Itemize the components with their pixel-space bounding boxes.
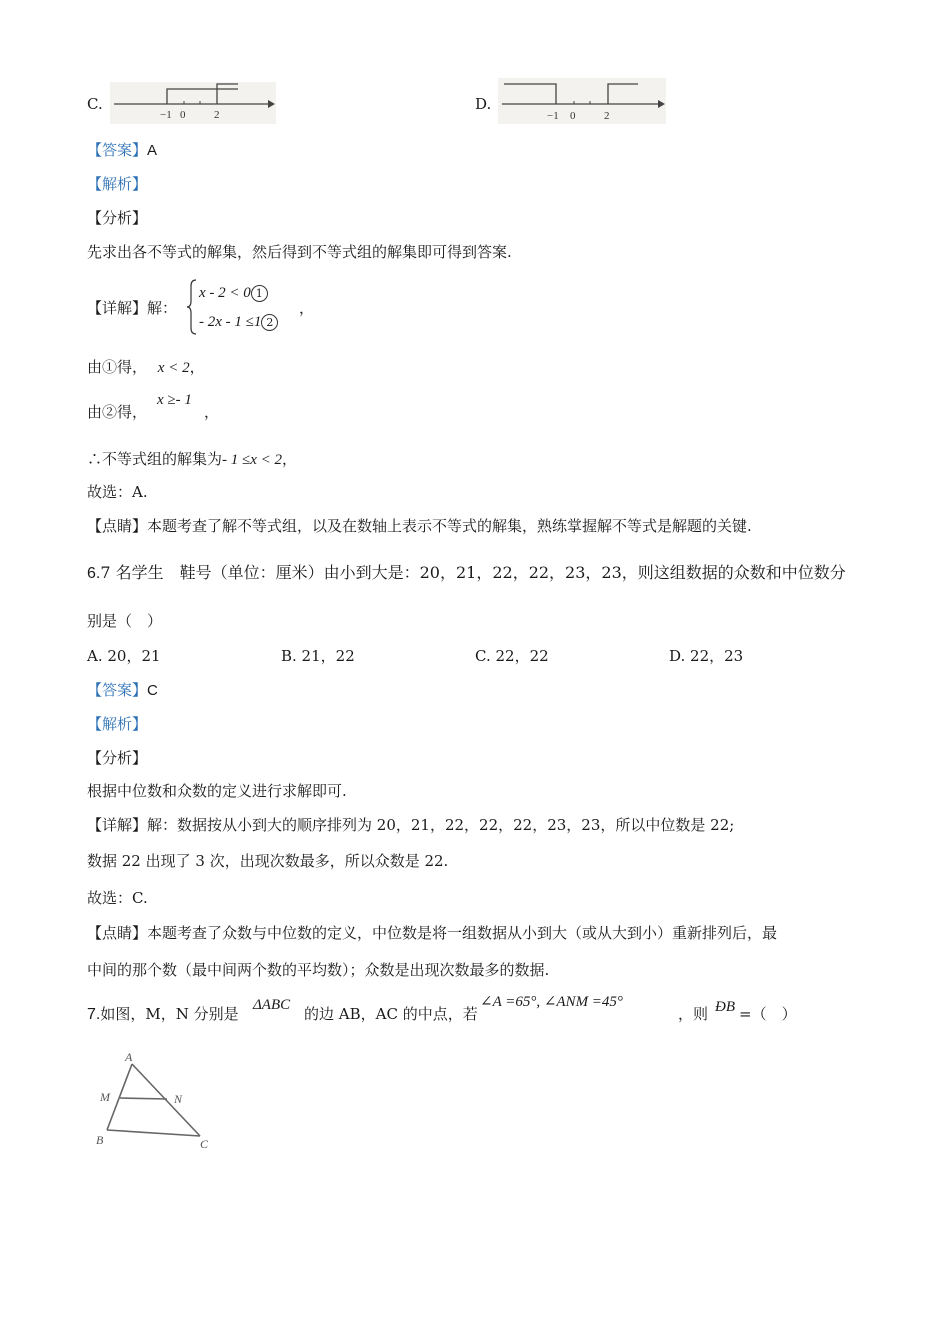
vertex-a: A: [125, 1050, 133, 1064]
answer-tag: 【答案】: [87, 141, 148, 159]
from-eq1-label: 由①得，: [87, 358, 148, 376]
from-eq1-end: ，: [189, 358, 205, 376]
solution-end: ，: [282, 450, 298, 468]
analysis-heading: 【分析】: [87, 209, 148, 227]
tick-label-neg1: −1: [160, 109, 172, 121]
system-line-1: [199, 283, 268, 302]
q6-answer-line: [87, 681, 158, 700]
option-d-number-line: [498, 78, 666, 124]
from-eq2-end: ，: [204, 403, 220, 421]
tick-label-0: 0: [180, 109, 186, 121]
option-c-label: C.: [87, 95, 103, 113]
q7-stem-c: ，则: [678, 1005, 709, 1023]
q7-target-angle: ÐB: [715, 999, 735, 1015]
from-eq1: [87, 358, 205, 377]
circled-1: 1: [251, 285, 268, 302]
inequality-1: x - 2 < 0: [199, 285, 251, 301]
q7-stem-a: [87, 1005, 239, 1024]
solution-math: - 1 ≤x < 2: [222, 452, 283, 468]
q5-comment: 【点睛】本题考查了解不等式组，以及在数轴上表示不等式的解集，熟练掌握解不等式是解题的关键.: [87, 517, 752, 535]
solution-set: [87, 450, 297, 469]
option-d-label: D.: [475, 95, 492, 113]
q7-triangle: ΔABC: [253, 997, 291, 1013]
q6-detail: 【详解】解：数据按从小到大的顺序排列为 20，21，22，22，22，23，23，所以中位数是 22;: [87, 816, 735, 834]
detail-tag: 【详解】解：: [87, 299, 178, 317]
circled-2: 2: [261, 314, 278, 331]
analysis-tag: 【解析】: [87, 715, 148, 733]
tick-label-2: 2: [214, 109, 220, 121]
q7-triangle-figure: [90, 1048, 220, 1152]
q7-stem-text-a: 如图，M，N 分别是: [100, 1005, 239, 1023]
analysis-heading: 【分析】: [87, 749, 148, 767]
inequality-2: - 2x - 1 ≤1: [199, 314, 262, 330]
answer-value: A: [147, 142, 158, 159]
option-c-number-line: [110, 82, 276, 124]
q7-angles: ∠A =65°, ∠ANM =45°: [480, 994, 623, 1010]
q6-option-b: B. 21，22: [281, 647, 355, 665]
q7-stem-b: 的边 AB，AC 的中点，若: [304, 1005, 478, 1023]
analysis-text: 先求出各不等式的解集，然后得到不等式组的解集即可得到答案.: [87, 243, 512, 261]
q6-option-a: A. 20，21: [87, 647, 161, 665]
vertex-c: C: [200, 1137, 209, 1151]
system-line-2: [199, 312, 278, 331]
from-eq2-math: x ≥- 1: [157, 392, 192, 408]
point-n: N: [174, 1092, 183, 1106]
analysis-text: 根据中位数和众数的定义进行求解即可.: [87, 782, 347, 800]
q7-stem-d: =（ ）: [739, 1005, 797, 1023]
q6-detail-2: 数据 22 出现了 3 次，出现次数最多，所以众数是 22.: [87, 852, 449, 870]
tick-label-0: 0: [570, 110, 576, 122]
system-comma: ，: [299, 299, 315, 317]
tick-label-neg1: −1: [547, 110, 559, 122]
q6-number: 6.: [87, 565, 101, 582]
vertex-b: B: [96, 1133, 104, 1147]
therefore-text: ∴不等式组的解集为: [87, 450, 223, 468]
q6-option-d: D. 22，23: [669, 647, 744, 665]
answer-value: C: [147, 682, 158, 699]
q5-answer-line: [87, 141, 157, 160]
analysis-tag: 【解析】: [87, 175, 148, 193]
from-eq1-math: x < 2: [157, 360, 190, 376]
tick-label-2: 2: [604, 110, 610, 122]
system-brace: [186, 278, 198, 336]
q6-comment-2: 中间的那个数（最中间两个数的平均数）；众数是出现次数最多的数据.: [87, 961, 550, 979]
q5-choose: 故选：A.: [87, 483, 148, 501]
q6-option-c: C. 22，22: [475, 647, 549, 665]
q6-choose: 故选：C.: [87, 889, 148, 907]
q6-stem-line-1: [87, 563, 846, 583]
q7-number: 7.: [87, 1006, 101, 1023]
q6-comment-1: 【点睛】本题考查了众数与中位数的定义，中位数是将一组数据从小到大（或从大到小）重新排列后，最: [87, 924, 778, 942]
q6-stem-line-2: 别是（ ）: [87, 612, 163, 630]
q6-stem-text: 7 名学生 鞋号（单位：厘米）由小到大是：20，21，22，22，23，23，则这组数据的众数和中位数分: [100, 563, 846, 582]
from-eq2-label: 由②得，: [87, 403, 148, 421]
answer-tag: 【答案】: [87, 681, 148, 699]
point-m: M: [100, 1090, 110, 1104]
